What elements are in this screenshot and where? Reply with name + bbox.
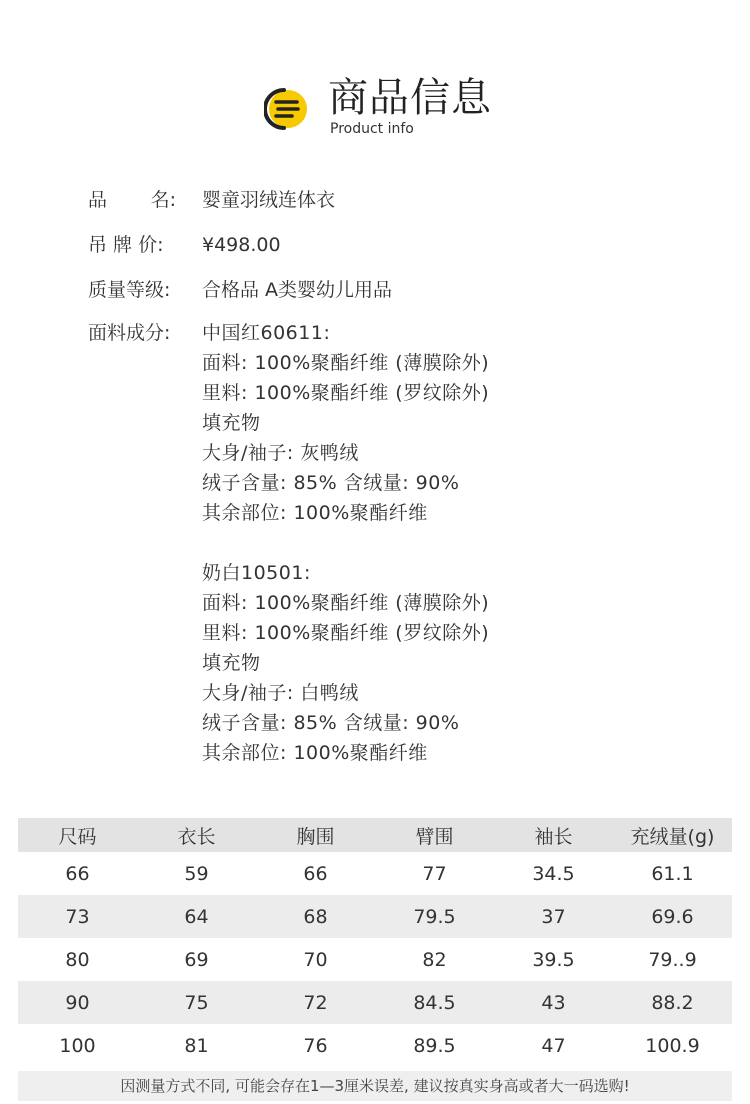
material-line: 面料: 100%聚酯纤维 (薄膜除外): [202, 352, 490, 374]
material-line: 其余部位: 100%聚酯纤维: [202, 742, 428, 764]
table-cell: 59: [184, 862, 209, 885]
table-cell: 100: [59, 1034, 96, 1057]
product-name-value: 婴童羽绒连体衣: [202, 189, 336, 211]
table-cell: 68: [303, 905, 328, 928]
header-cell: 胸围: [296, 825, 335, 848]
page-subtitle: Product info: [330, 121, 414, 137]
table-row: [18, 852, 732, 895]
document-list-icon: [264, 86, 312, 130]
material-spacer: [202, 528, 489, 558]
material-line: 里料: 100%聚酯纤维 (罗纹除外): [202, 622, 490, 644]
table-cell: 66: [65, 862, 90, 885]
quality-grade-value: 合格品 A类婴幼儿用品: [202, 279, 393, 301]
table-cell: 89.5: [413, 1034, 456, 1057]
material-line: 面料: 100%聚酯纤维 (薄膜除外): [202, 592, 490, 614]
material-line: 填充物: [202, 652, 261, 674]
table-cell: 69.6: [651, 905, 694, 928]
table-cell: 81: [184, 1034, 209, 1057]
header-cell: 充绒量(g): [630, 825, 715, 848]
table-cell: 47: [541, 1034, 566, 1057]
table-cell: 64: [184, 905, 209, 928]
table-cell: 84.5: [413, 991, 456, 1014]
table-cell: 70: [303, 948, 328, 971]
table-cell: 88.2: [651, 991, 694, 1014]
header-cell: 袖长: [534, 825, 573, 848]
table-cell: 69: [184, 948, 209, 971]
table-row: [18, 938, 732, 981]
product-name-label: 品 名:: [88, 189, 176, 211]
table-cell: 75: [184, 991, 209, 1014]
table-cell: 72: [303, 991, 328, 1014]
tag-price-value: ¥498.00: [202, 234, 281, 256]
material-line: 绒子含量: 85% 含绒量: 90%: [202, 712, 460, 734]
table-row: [18, 895, 732, 938]
table-cell: 79.5: [413, 905, 456, 928]
table-cell: 79..9: [648, 948, 697, 971]
page-title: 商品信息: [328, 75, 492, 121]
header-cell: 臂围: [415, 825, 454, 848]
header-cell: 尺码: [58, 825, 97, 848]
table-cell: 90: [65, 991, 90, 1014]
table-header: [18, 818, 732, 852]
table-cell: 66: [303, 862, 328, 885]
measurement-note: 因测量方式不同, 可能会存在1—3厘米误差, 建议按真实身高或者大一码选购!: [18, 1071, 732, 1101]
table-cell: 77: [422, 862, 447, 885]
material-composition: [202, 318, 489, 768]
table-cell: 34.5: [532, 862, 575, 885]
table-cell: 37: [541, 905, 566, 928]
table-cell: 82: [422, 948, 447, 971]
material-label: 面料成分:: [88, 322, 171, 344]
material-line: 奶白10501:: [202, 562, 311, 584]
table-cell: 100.9: [645, 1034, 700, 1057]
table-cell: 43: [541, 991, 566, 1014]
tag-price-label: 吊 牌 价:: [88, 234, 164, 256]
quality-grade-label: 质量等级:: [88, 279, 171, 301]
size-table: [18, 818, 732, 1067]
material-line: 中国红60611:: [202, 322, 331, 344]
material-line: 绒子含量: 85% 含绒量: 90%: [202, 472, 460, 494]
material-line: 其余部位: 100%聚酯纤维: [202, 502, 428, 524]
table-cell: 73: [65, 905, 90, 928]
material-line: 填充物: [202, 412, 261, 434]
table-cell: 39.5: [532, 948, 575, 971]
table-row: [18, 981, 732, 1024]
material-line: 大身/袖子: 白鸭绒: [202, 682, 359, 704]
table-cell: 76: [303, 1034, 328, 1057]
table-row: [18, 1024, 732, 1067]
material-line: 大身/袖子: 灰鸭绒: [202, 442, 359, 464]
header-cell: 衣长: [177, 825, 216, 848]
table-cell: 80: [65, 948, 90, 971]
material-line: 里料: 100%聚酯纤维 (罗纹除外): [202, 382, 490, 404]
table-cell: 61.1: [651, 862, 694, 885]
